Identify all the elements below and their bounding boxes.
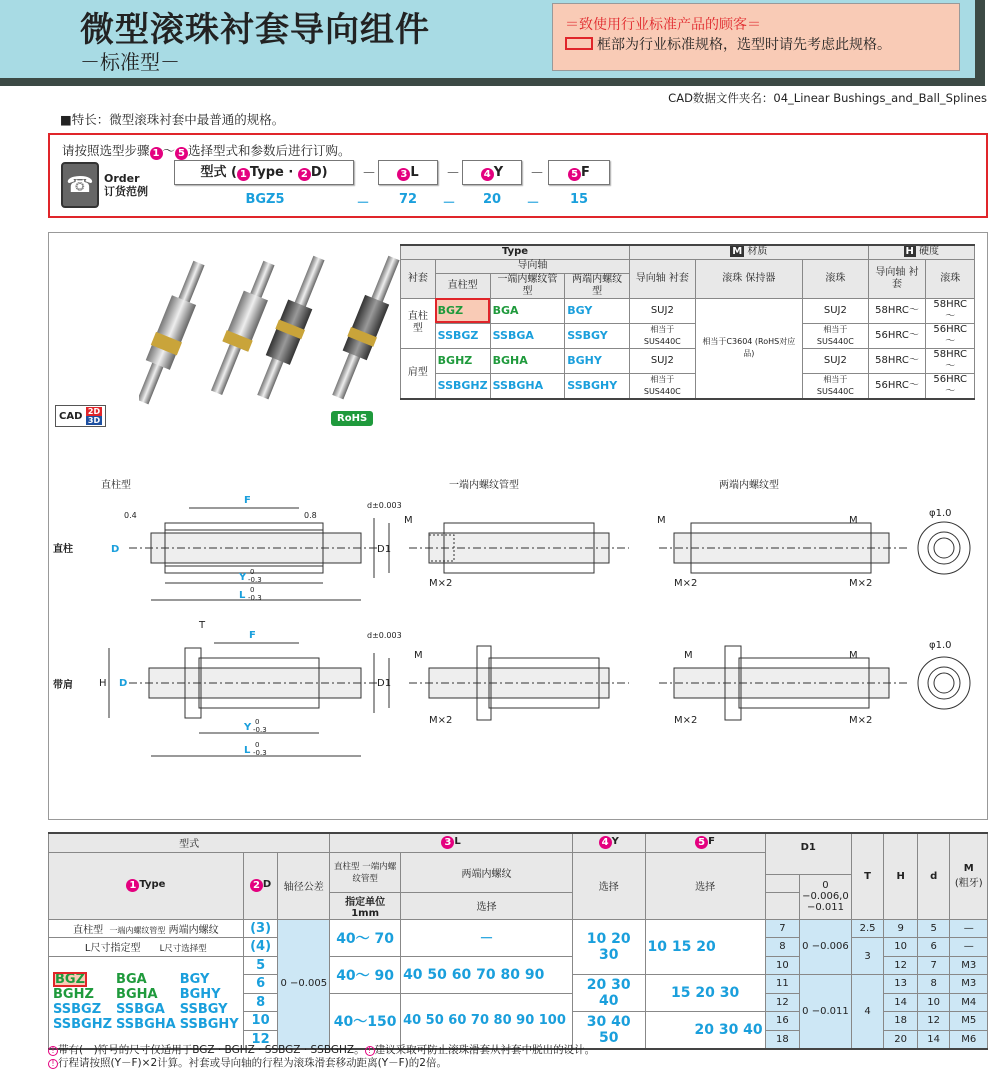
drawing-title-straight: 直柱型 (101, 480, 131, 491)
order-field-y: 4 Y (462, 160, 522, 185)
type-cell: SSBGY (565, 323, 630, 348)
h-value: 9 (884, 919, 918, 938)
h-value: 20 (884, 1030, 918, 1049)
th-hardness: H 硬度 (868, 245, 974, 259)
th-l-two-end: 两端内螺纹 (401, 852, 573, 892)
hardness-cell: 56HRC～ (926, 323, 975, 348)
th-ball: 滚珠 (803, 259, 868, 298)
group-flanged: 肩型 (401, 348, 436, 399)
type-cell: SSBGHY (565, 373, 630, 399)
svg-text:M×2: M×2 (849, 578, 873, 589)
m-value: M5 (950, 1012, 988, 1031)
dd-value: 5 (917, 919, 950, 938)
m-value: M3 (950, 975, 988, 994)
spec-table (48, 832, 988, 1050)
dim-f: F (249, 630, 256, 641)
hardness-cell: 56HRC～ (868, 373, 926, 399)
material-cell: SUJ2 (803, 348, 868, 373)
dd-value: 14 (917, 1030, 950, 1049)
h-value: 10 (884, 938, 918, 957)
order-field-type: 型式 ( 1 Type · 2 D) (174, 160, 354, 185)
drawing-title-two-end: 两端内螺纹型 (719, 480, 779, 491)
svg-text:M×2: M×2 (674, 578, 698, 589)
dash: － (356, 196, 370, 211)
material-cell: SUJ2 (630, 298, 695, 323)
svg-text:M: M (849, 515, 858, 526)
type-cell: BGA (490, 298, 565, 323)
example-f: 15 (569, 192, 589, 207)
row-label-flanged: 带肩 (53, 680, 73, 691)
example-l: 72 (398, 192, 418, 207)
th-l-unit: 指定单位1mm (330, 892, 401, 919)
svg-text:M: M (404, 515, 413, 526)
dim-l: L (239, 590, 246, 601)
f-values: 10 15 20 (645, 919, 765, 975)
svg-text:φ1.0: φ1.0 (929, 640, 952, 651)
th-hardness-shaft: 导向轴 衬套 (868, 259, 926, 298)
d1-value: 12 (765, 993, 800, 1012)
t-value: 2.5 (851, 919, 884, 938)
th-d1-tol: 0 −0.006,0 −0.011 (800, 874, 852, 919)
th-model: 型式 (49, 833, 330, 852)
d1-tol: 0 −0.006 (800, 919, 852, 975)
svg-text:M: M (684, 650, 693, 661)
order-field-f: 5 F (548, 160, 610, 185)
dash: － (362, 166, 376, 182)
th-retainer: 滚珠 保持器 (695, 259, 803, 298)
svg-text:M×2: M×2 (429, 578, 453, 589)
svg-text:d±0.003: d±0.003 (367, 631, 402, 640)
th-f: 5 F (645, 833, 765, 852)
th-t: T (851, 833, 884, 919)
m-value: M3 (950, 956, 988, 975)
l-range: 40～ 90 (330, 956, 401, 993)
notice-heading: ＝致使用行业标准产品的顾客＝ (565, 17, 761, 33)
cad-badge: CAD 2D 3D (55, 405, 106, 427)
m-value: M4 (950, 993, 988, 1012)
dim-y-lower-tol: -0.3 (253, 726, 267, 734)
material-cell: 相当于SUS440C (630, 323, 695, 348)
d1-value: 18 (765, 1030, 800, 1049)
d-value: 12 (243, 1030, 278, 1049)
material-cell: SUJ2 (803, 298, 868, 323)
rohs-badge: RoHS (331, 411, 373, 426)
example-type: BGZ5 (245, 192, 285, 207)
y-values: 10 20 30 (572, 919, 645, 975)
svg-text:0.8: 0.8 (304, 511, 317, 520)
footnote: 带有( )符号的尺寸仅适用于BGZ · BGHZ · SSBGZ · SSBGHZ。 (58, 1044, 365, 1056)
th-two-end: 两端内螺纹型 (565, 273, 630, 298)
type-cell: BGHA (490, 348, 565, 373)
h-value: 12 (884, 956, 918, 975)
d1-value: 11 (765, 975, 800, 994)
m-value: M6 (950, 1030, 988, 1049)
footnotes (48, 1044, 595, 1070)
standard-notice (552, 3, 960, 71)
svg-text:0.4: 0.4 (124, 511, 137, 520)
h-value: 18 (884, 1012, 918, 1031)
th-type: Type (401, 245, 630, 259)
th-l: 3 L (330, 833, 573, 852)
type-cell: SSBGA (490, 323, 565, 348)
svg-text:d±0.003: d±0.003 (367, 501, 402, 510)
material-cell: 相当于SUS440C (803, 373, 868, 399)
svg-text:H: H (99, 678, 107, 689)
th-shaft-tol: 轴径公差 (278, 852, 330, 919)
type-cell: BGY (565, 298, 630, 323)
feature-text: ■特长：微型滚珠衬套中最普通的规格。 (60, 112, 285, 127)
note-icon: ! (365, 1046, 375, 1056)
svg-text:D: D (119, 678, 128, 689)
note-icon: ! (48, 1046, 58, 1056)
hardness-cell: 58HRC～ (926, 298, 975, 323)
hardness-cell: 56HRC～ (926, 373, 975, 399)
type-grid: BGZ BGA BGY BGHZ BGHA BGHY SSBGZ SSBGA SSBGY SSBGHZ SSBGHA SSBGHY (49, 956, 244, 1049)
d-value: 10 (243, 1012, 278, 1031)
type-header-2: L尺寸指定型 L尺寸选择型 (49, 938, 244, 957)
th-f-select: 选择 (645, 852, 765, 919)
hardness-cell: 58HRC～ (868, 348, 926, 373)
note-icon: ! (48, 1059, 58, 1069)
type-cell: SSBGHA (490, 373, 565, 399)
cad-folder-name: CAD数据文件夹名：04_Linear Bushings_and_Ball_Splines (668, 91, 987, 105)
d1-value: 8 (765, 938, 800, 957)
l-range: 40～150 (330, 993, 401, 1049)
retainer-material: 相当于C3604 (RoHS对应品) (695, 298, 803, 399)
type-cell: SSBGZ (435, 323, 490, 348)
m-value: — (950, 938, 988, 957)
svg-text:D1: D1 (377, 544, 392, 555)
dd-value: 10 (917, 993, 950, 1012)
svg-text:D1: D1 (377, 678, 392, 689)
dd-value: 6 (917, 938, 950, 957)
dd-value: 8 (917, 975, 950, 994)
order-label: Order 订货范例 (104, 172, 148, 198)
t-value: 3 (851, 938, 884, 975)
dim-y: Y (239, 572, 247, 583)
svg-text:φ1.0: φ1.0 (929, 508, 952, 519)
hardness-cell: 56HRC～ (868, 323, 926, 348)
dash: － (530, 166, 544, 182)
d1-value: 16 (765, 1012, 800, 1031)
t-value: 4 (851, 975, 884, 1049)
dim-y-upper-tol: 0 (250, 568, 255, 576)
dim-y-lower-tol: -0.3 (248, 576, 262, 584)
m-value: — (950, 919, 988, 938)
order-instruction: 请按照选型步骤 1 ～ 5 选择型式和参数后进行订购。 (62, 143, 351, 159)
material-table (400, 244, 975, 400)
h-value: 14 (884, 993, 918, 1012)
th-guide-shaft: 导向轴 (435, 259, 629, 273)
th-hardness-ball: 滚珠 (926, 259, 975, 298)
hardness-cell: 58HRC～ (868, 298, 926, 323)
dd-value: 12 (917, 1012, 950, 1031)
th-l-straight: 直柱型 一端内螺纹管型 (330, 852, 401, 892)
th-straight: 直柱型 (435, 273, 490, 298)
dim-l-upper-tol: 0 (255, 741, 260, 749)
f-values: 20 30 40 (645, 1012, 765, 1049)
f-values: 15 20 30 (645, 975, 765, 1012)
type-header-1: 直柱型 一端内螺纹管型 两端内螺纹 (49, 919, 244, 938)
type-cell: SSBGHZ (435, 373, 490, 399)
material-cell: 相当于SUS440C (630, 373, 695, 399)
footnote: 行程请按照(Y－F)×2计算。衬套或导向轴的行程为滚珠滑套移动距离(Y－F)的2倍。 (58, 1057, 447, 1069)
d1-tol: 0 −0.011 (800, 975, 852, 1049)
th-material: M 材质 (630, 245, 868, 259)
svg-text:M×2: M×2 (849, 715, 873, 726)
dim-y-upper-tol: 0 (255, 718, 260, 726)
notice-text: 框部为行业标准规格，选型时请先考虑此规格。 (597, 37, 891, 53)
d-value: (4) (243, 938, 278, 957)
y-values: 20 30 40 (572, 975, 645, 1012)
drawing-title-one-end: 一端内螺纹管型 (449, 480, 519, 491)
dimension-drawings (49, 478, 987, 818)
svg-text:M: M (657, 515, 666, 526)
type-cell: BGZ (435, 298, 490, 323)
th-bushing: 衬套 (401, 259, 436, 298)
l-range: 40～ 70 (330, 919, 401, 956)
d-value: 8 (243, 993, 278, 1012)
dim-l-lower-tol: -0.3 (248, 594, 262, 602)
d1-value: 7 (765, 919, 800, 938)
example-y: 20 (482, 192, 502, 207)
th-shaft-bushing: 导向轴 衬套 (630, 259, 695, 298)
th-d1: D1 (765, 833, 851, 874)
svg-text:D: D (111, 544, 120, 555)
dim-l-lower-tol: -0.3 (253, 749, 267, 757)
dim-l-upper-tol: 0 (250, 586, 255, 594)
hardness-cell: 58HRC～ (926, 348, 975, 373)
dash: － (446, 166, 460, 182)
th-one-end: 一端内螺纹管型 (490, 273, 565, 298)
l-select: － (401, 919, 573, 956)
d-value: (3) (243, 919, 278, 938)
th-type: 1 Type (49, 852, 244, 919)
row-label-straight: 直柱 (53, 544, 73, 555)
shaft-tol-value: 0 −0.005 (278, 919, 330, 1049)
phone-icon: ☎ (61, 162, 99, 208)
footnote: 建议采取可防止滚珠滑套从衬套中脱出的设计。 (374, 1044, 596, 1056)
page-title: 微型滚珠衬套导向组件 (80, 10, 430, 50)
th-d: 2 D (243, 852, 278, 919)
th-y: 4 Y (572, 833, 645, 852)
page-subtitle: －标准型－ (80, 50, 180, 74)
red-frame-icon (565, 37, 593, 50)
d-value: 5 (243, 956, 278, 975)
order-field-l: 3 L (378, 160, 438, 185)
th-d: d (917, 833, 950, 919)
y-values: 30 40 50 (572, 1012, 645, 1049)
dim-f: F (244, 495, 251, 506)
type-cell: BGHY (565, 348, 630, 373)
material-cell: SUJ2 (630, 348, 695, 373)
th-m: M (粗牙) (950, 833, 988, 919)
group-straight: 直柱型 (401, 298, 436, 348)
d1-value: 10 (765, 956, 800, 975)
d-value: 6 (243, 975, 278, 994)
type-cell: BGHZ (435, 348, 490, 373)
svg-text:T: T (199, 620, 206, 631)
material-cell: 相当于SUS440C (803, 323, 868, 348)
l-select: 40 50 60 70 80 90 (401, 956, 573, 993)
th-h: H (884, 833, 918, 919)
th-l-select: 选择 (401, 892, 573, 919)
l-select: 40 50 60 70 80 90 100 (401, 993, 573, 1049)
order-example-box (48, 133, 988, 218)
svg-text:M: M (849, 650, 858, 661)
dim-l: L (244, 745, 251, 756)
dd-value: 7 (917, 956, 950, 975)
th-y-select: 选择 (572, 852, 645, 919)
dash: － (526, 196, 540, 211)
dash: － (442, 196, 456, 211)
dim-y: Y (244, 722, 252, 733)
svg-text:M: M (414, 650, 423, 661)
svg-text:M×2: M×2 (429, 715, 453, 726)
h-value: 13 (884, 975, 918, 994)
svg-text:M×2: M×2 (674, 715, 698, 726)
